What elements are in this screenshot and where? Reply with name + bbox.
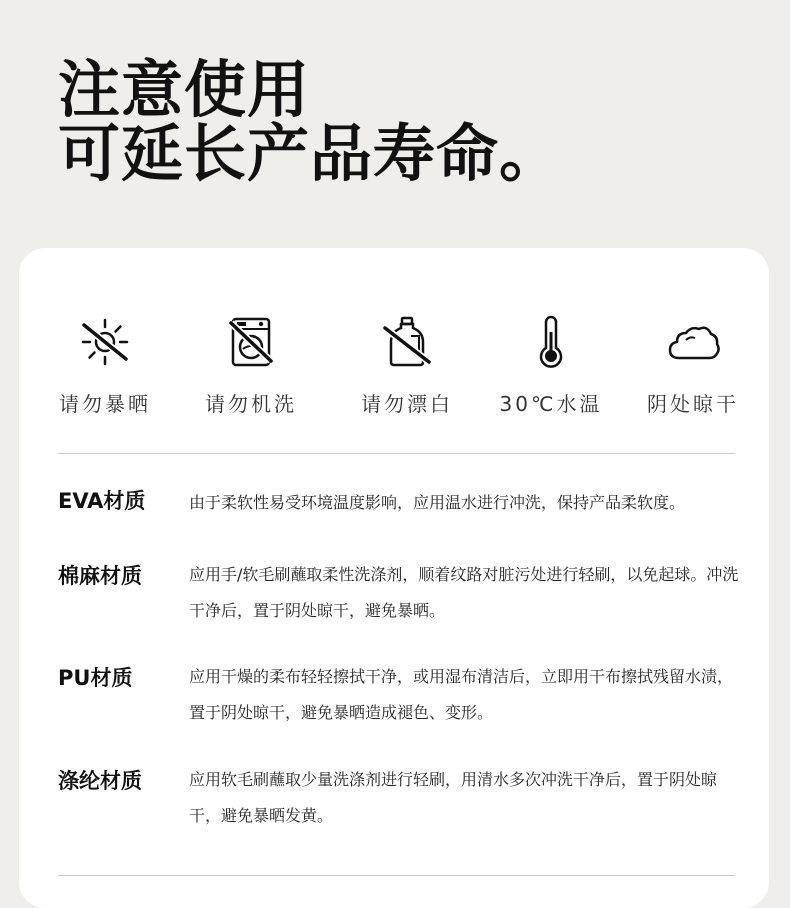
care-icon-row — [19, 314, 769, 424]
care-item-no-machine-wash — [181, 314, 321, 417]
divider-bottom — [58, 875, 735, 876]
care-item-shade-dry — [623, 314, 763, 417]
care-label-no-bleach: 请勿漂白 — [361, 392, 453, 416]
no-machine-wash-icon — [223, 314, 279, 370]
no-sun-icon — [77, 314, 133, 370]
material-name: 棉麻材质 — [58, 564, 142, 588]
shade-dry-cloud-icon — [665, 314, 721, 370]
care-item-no-bleach — [337, 314, 477, 417]
material-name: PU材质 — [58, 666, 133, 690]
headline — [58, 53, 563, 190]
headline-line-1: 注意使用 — [58, 53, 311, 126]
care-instructions-card — [19, 248, 769, 908]
no-bleach-icon — [379, 314, 435, 370]
care-label-water-temp: 30℃水温 — [499, 392, 603, 416]
divider-top — [58, 453, 735, 454]
material-description: 应用干燥的柔布轻轻擦拭干净，或用湿布清洁后，立即用干布擦拭残留水渍，置于阴处晾干，避免暴晒造成褪色、变形。 — [189, 667, 734, 722]
material-name: EVA材质 — [58, 489, 146, 513]
headline-line-2: 可延长产品寿命。 — [58, 117, 563, 190]
care-label-no-machine-wash: 请勿机洗 — [205, 392, 297, 416]
material-description: 应用软毛刷蘸取少量洗涤剂进行轻刷，用清水多次冲洗干净后，置于阴处晾干，避免暴晒发黄。 — [189, 770, 718, 825]
material-description: 应用手/软毛刷蘸取柔性洗涤剂，顺着纹路对脏污处进行轻刷，以免起球。冲洗干净后，置于阴处晾干，避免暴晒。 — [189, 565, 739, 620]
care-label-no-sun: 请勿暴晒 — [59, 392, 151, 416]
thermometer-icon — [523, 314, 579, 370]
care-label-shade-dry: 阴处晾干 — [647, 392, 739, 416]
material-description: 由于柔软性易受环境温度影响，应用温水进行冲洗，保持产品柔软度。 — [189, 493, 686, 512]
material-name: 涤纶材质 — [58, 769, 142, 793]
care-item-no-sun — [35, 314, 175, 417]
care-item-water-temp — [481, 314, 621, 417]
